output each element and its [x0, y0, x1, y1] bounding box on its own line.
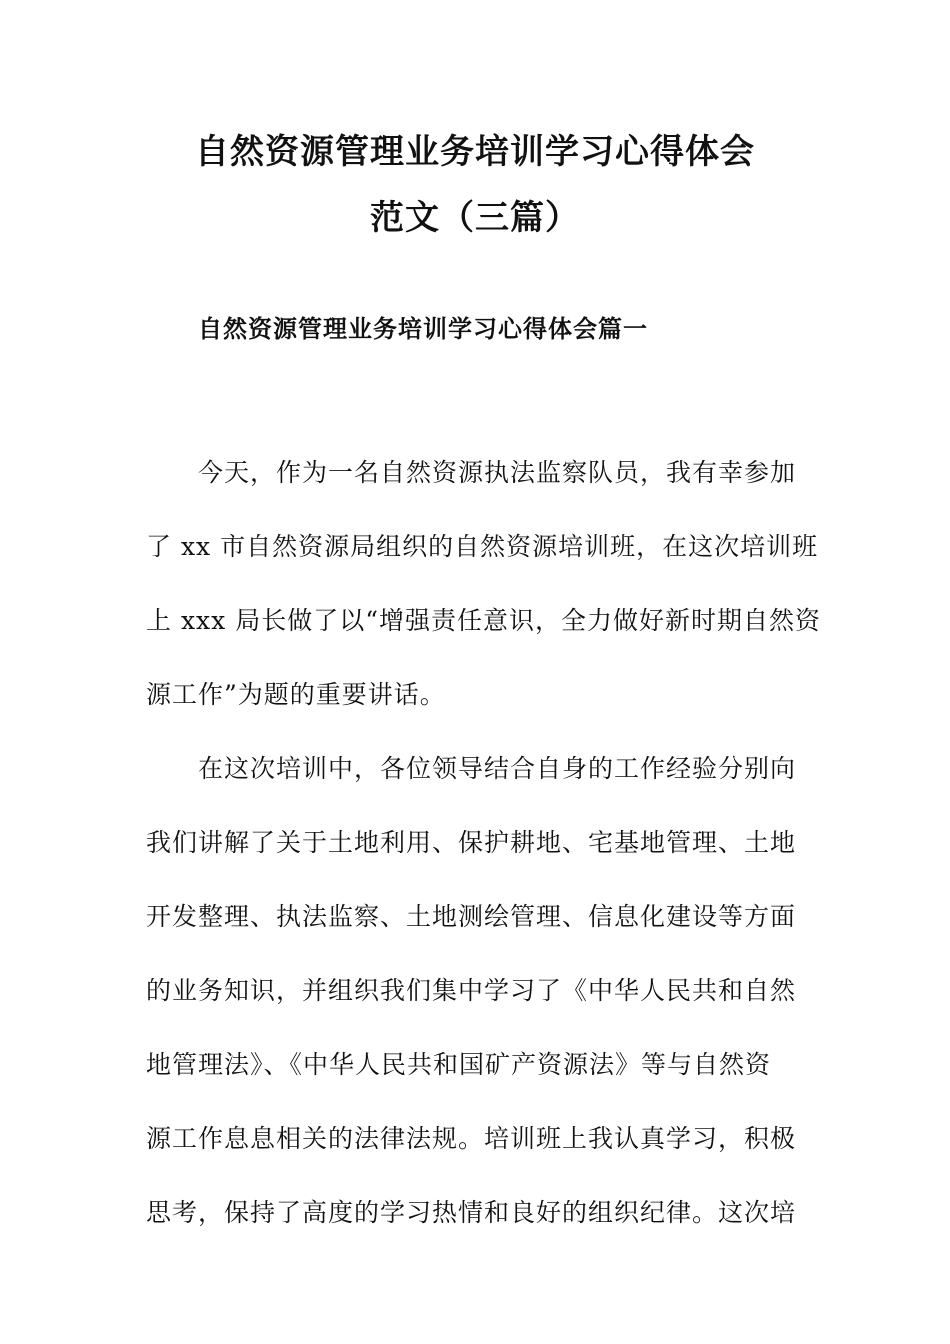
paragraph-1-line-3: 上 xxx 局长做了以“增强责任意识，全力做好新时期自然资 — [146, 606, 821, 635]
paragraph-2-line-3: 开发整理、执法监察、土地测绘管理、信息化建设等方面 — [146, 902, 797, 931]
paragraph-1-line-2: 了 xx 市自然资源局组织的自然资源培训班，在这次培训班 — [146, 532, 819, 561]
paragraph-1-line-1: 今天，作为一名自然资源执法监察队员，我有幸参加 — [198, 458, 797, 487]
document-title-line-1: 自然资源管理业务培训学习心得体会 — [195, 132, 755, 172]
section-heading: 自然资源管理业务培训学习心得体会篇一 — [198, 315, 648, 343]
paragraph-2-line-6: 源工作息息相关的法律法规。培训班上我认真学习，积极 — [146, 1124, 797, 1153]
paragraph-2-line-1: 在这次培训中，各位领导结合自身的工作经验分别向 — [198, 754, 797, 783]
body-text — [146, 436, 821, 1250]
paragraph-2-line-5: 地管理法》、《中华人民共和国矿产资源法》等与自然资 — [146, 1050, 772, 1079]
document-title-line-2: 范文（三篇） — [370, 198, 580, 238]
paragraph-1-line-4: 源工作”为题的重要讲话。 — [146, 680, 446, 709]
paragraph-2-line-7: 思考，保持了高度的学习热情和良好的组织纪律。这次培 — [146, 1198, 797, 1227]
paragraph-2-line-4: 的业务知识，并组织我们集中学习了《中华人民共和自然 — [146, 976, 797, 1005]
paragraph-2-line-2: 我们讲解了关于土地利用、保护耕地、宅基地管理、土地 — [146, 828, 797, 857]
